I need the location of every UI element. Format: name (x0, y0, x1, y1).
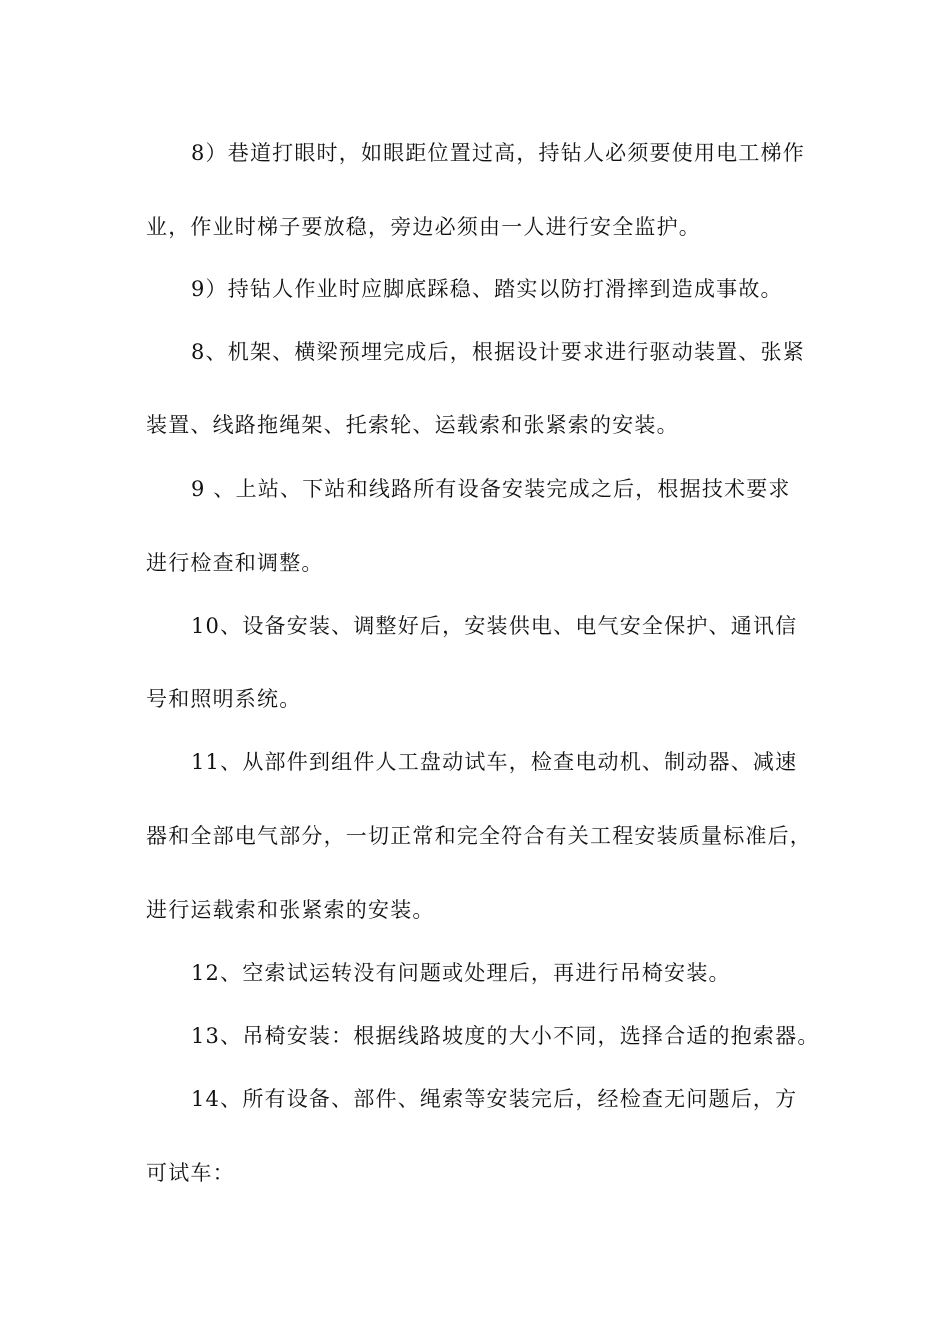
paragraph-line: 12、空索试运转没有问题或处理后，再进行吊椅安装。 (191, 961, 731, 985)
paragraph-line: 器和全部电气部分，一切正常和完全符合有关工程安装质量标准后， (146, 824, 812, 848)
paragraph-line: 13、吊椅安装：根据线路坡度的大小不同，选择合适的抱索器。 (191, 1024, 820, 1048)
paragraph-line: 8）巷道打眼时，如眼距位置过高，持钻人必须要使用电工梯作 (191, 141, 805, 165)
paragraph-line: 进行检查和调整。 (146, 551, 324, 575)
paragraph-line: 号和照明系统。 (146, 687, 302, 711)
paragraph-line: 8、机架、横梁预埋完成后，根据设计要求进行驱动装置、张紧 (191, 340, 805, 364)
paragraph-line: 可试车： (146, 1161, 235, 1185)
paragraph-line: 进行运载索和张紧索的安装。 (146, 898, 435, 922)
paragraph-line: 10、设备安装、调整好后，安装供电、电气安全保护、通讯信 (191, 614, 798, 638)
paragraph-line: 9）持钻人作业时应脚底踩稳、踏实以防打滑摔到造成事故。 (191, 277, 783, 301)
paragraph-line: 9 、上站、下站和线路所有设备安装完成之后，根据技术要求 (191, 477, 791, 501)
paragraph-line: 装置、线路拖绳架、托索轮、运载索和张紧索的安装。 (146, 413, 679, 437)
paragraph-line: 14、所有设备、部件、绳索等安装完后，经检查无问题后，方 (191, 1087, 798, 1111)
paragraph-line: 11、从部件到组件人工盘动试车，检查电动机、制动器、减速 (191, 750, 798, 774)
paragraph-line: 业，作业时梯子要放稳，旁边必须由一人进行安全监护。 (146, 215, 701, 239)
